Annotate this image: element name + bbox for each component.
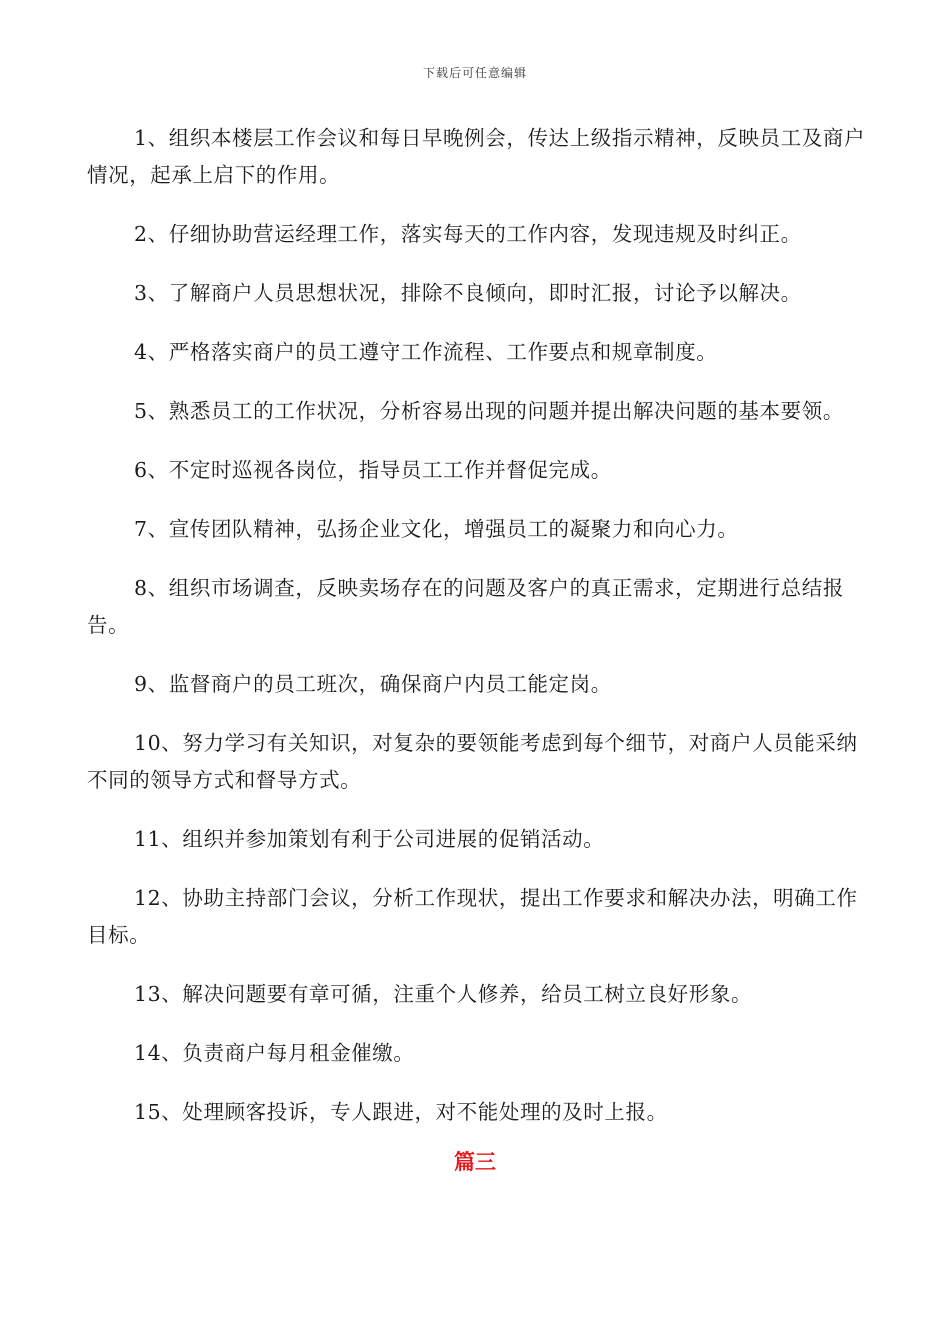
page-header: 下载后可任意编辑 [422,66,527,80]
list-item: 2、仔细协助营运经理工作，落实每天的工作内容，发现违规及时纠正。 [134,222,802,246]
list-item: 3、了解商户人员思想状况，排除不良倾向，即时汇报，讨论予以解决。 [134,281,802,305]
list-item: 7、宣传团队精神，弘扬企业文化，增强员工的凝聚力和向心力。 [134,517,739,541]
list-item: 6、不定时巡视各岗位，指导员工工作并督促完成。 [134,458,612,482]
list-item: 4、严格落实商户的员工遵守工作流程、工作要点和规章制度。 [134,340,718,364]
list-item: 1、组织本楼层工作会议和每日早晚例会，传达上级指示精神，反映员工及商户情况，起承上启下的作用。 [87,126,866,187]
list-item: 5、熟悉员工的工作状况，分析容易出现的问题并提出解决问题的基本要领。 [134,399,844,423]
list-item: 10、努力学习有关知识，对复杂的要领能考虑到每个细节，对商户人员能采纳不同的领导方式和督导方式。 [87,731,858,792]
list-item: 15、处理顾客投诉，专人跟进，对不能处理的及时上报。 [134,1100,668,1124]
list-item: 9、监督商户的员工班次，确保商户内员工能定岗。 [134,672,612,696]
section-title: 篇三 [454,1150,496,1174]
list-item: 12、协助主持部门会议，分析工作现状，提出工作要求和解决办法，明确工作目标。 [87,886,858,947]
document-body [87,120,877,1153]
list-item: 11、组织并参加策划有利于公司进展的促销活动。 [134,827,605,851]
list-item: 14、负责商户每月租金催缴。 [134,1041,415,1065]
list-item: 8、组织市场调查，反映卖场存在的问题及客户的真正需求，定期进行总结报告。 [87,576,844,637]
list-item: 13、解决问题要有章可循，注重个人修养，给员工树立良好形象。 [134,982,753,1006]
